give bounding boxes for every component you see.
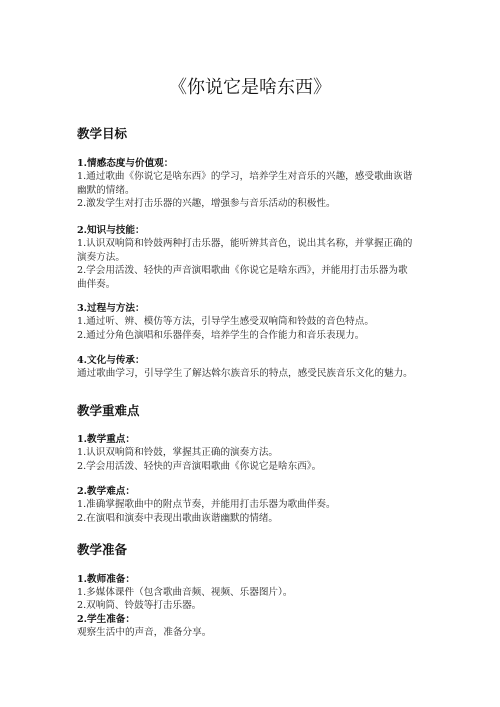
paragraph: 2.学会用活泼、轻快的声音演唱歌曲《你说它是啥东西》，并能用打击乐器为歌曲伴奏。 xyxy=(77,265,408,290)
paragraph: 1.认识双响筒和铃鼓两种打击乐器，能听辨其音色，说出其名称，并掌握正确的演奏方法。 xyxy=(77,238,413,263)
paragraph: 2.在演唱和演奏中表现出歌曲诙谐幽默的情绪。 xyxy=(77,513,279,524)
paragraph: 通过歌曲学习，引导学生了解达斡尔族音乐的特点，感受民族音乐文化的魅力。 xyxy=(77,368,413,379)
paragraph: 2.学会用活泼、轻快的声音演唱歌曲《你说它是啥东西》。 xyxy=(77,461,322,472)
paragraph: 1.通过听、辨、模仿等方法，引导学生感受双响筒和铃鼓的音色特点。 xyxy=(77,316,374,327)
subheading-knowledge: 2.知识与技能： xyxy=(77,225,145,236)
subheading-attitude: 1.情感态度与价值观： xyxy=(77,158,174,169)
paragraph: 1.准确掌握歌曲中的附点节奏，并能用打击乐器为歌曲伴奏。 xyxy=(77,499,336,510)
section-heading-goals: 教学目标 xyxy=(77,126,128,141)
subheading-teacher: 1.教师准备： xyxy=(77,574,135,585)
subheading-student: 2.学生准备： xyxy=(77,614,135,625)
paragraph: 2.激发学生对打击乐器的兴趣，增强参与音乐活动的积极性。 xyxy=(77,198,336,209)
paragraph: 1.认识双响筒和铃鼓，掌握其正确的演奏方法。 xyxy=(77,447,279,458)
paragraph: 1.通过歌曲《你说它是啥东西》的学习，培养学生对音乐的兴趣，感受歌曲诙谐幽默的情绪。 xyxy=(77,171,413,196)
subheading-culture: 4.文化与传承： xyxy=(77,355,145,366)
paragraph: 2.双响筒、铃鼓等打击乐器。 xyxy=(77,600,202,611)
subheading-difficulty: 2.教学难点： xyxy=(77,486,135,497)
paragraph: 观察生活中的声音，准备分享。 xyxy=(77,627,212,638)
subheading-key: 1.教学重点： xyxy=(77,434,135,445)
document-title: 《你说它是啥东西》 xyxy=(169,77,331,98)
paragraph: 2.通过分角色演唱和乐器伴奏，培养学生的合作能力和音乐表现力。 xyxy=(77,330,365,341)
section-heading-keypoints: 教学重难点 xyxy=(77,403,140,418)
paragraph: 1.多媒体课件（包含歌曲音频、视频、乐器图片）。 xyxy=(77,587,293,598)
subheading-process: 3.过程与方法： xyxy=(77,303,145,314)
section-heading-prep: 教学准备 xyxy=(77,542,128,557)
